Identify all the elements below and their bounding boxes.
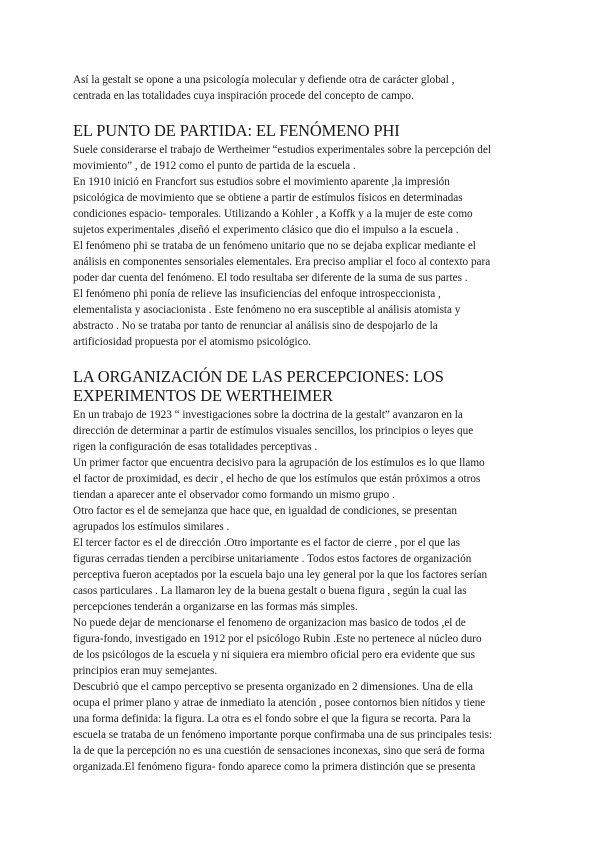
text-line: abstracto . No se trataba por tanto de renunciar al análisis sino de despojarlo de la <box>73 320 438 332</box>
section-heading-organizacion <box>73 367 543 405</box>
text-line: El fenómeno phi se trataba de un fenómeno unitario que no se dejaba explicar mediante el <box>73 240 476 252</box>
text-line: una forma definida: la figura. La otra es el fondo sobre el que la figura se recorta. Para la <box>73 713 471 725</box>
text-line: No puede dejar de mencionarse el fenomeno de organizacion mas basico de todos ,el de <box>73 617 466 629</box>
text-line: ocupa el primer plano y atrae de inmediato la atención , posee contornos bien nítidos y tiene <box>73 697 486 709</box>
text-line: rigen la configuración de esas totalidades perceptivas . <box>73 441 318 453</box>
text-line: agrupados los estímulos similares . <box>73 521 230 533</box>
text-line: dirección de determinar a partir de estímulos visuales sencillos, los principios o leyes que <box>73 425 474 437</box>
section-body-punto-de-partida <box>73 142 533 350</box>
text-line: psicológica de movimiento que se obtiene a partir de estímulos físicos en determinadas <box>73 192 463 204</box>
text-line: Otro factor es el de semejanza que hace que, en igualdad de condiciones, se presentan <box>73 505 457 517</box>
heading-line: LA ORGANIZACIÓN DE LAS PERCEPCIONES: LOS <box>73 367 444 386</box>
text-line: movimiento” , de 1912 como el punto de partida de la escuela . <box>73 160 356 172</box>
text-line: Así la gestalt se opone a una psicología molecular y defiende otra de carácter global , <box>73 74 455 86</box>
text-line: la de que la percepción no es una cuestión de sensaciones inconexas, sino que será de forma <box>73 745 485 757</box>
text-line: principios eran muy semejantes. <box>73 665 218 677</box>
text-line: condiciones espacio- temporales. Utilizando a Kohler , a Koffk y a la mujer de este como <box>73 208 473 220</box>
section-body-organizacion <box>73 407 533 775</box>
text-line: artificiosidad propuesta por el atomismo psicológico. <box>73 336 311 348</box>
text-line: perceptiva fueron aceptados por la escuela bajo una ley general por la que los factores serían <box>73 569 488 581</box>
text-line: organizada.El fenómeno figura- fondo aparece como la primera distinción que se presenta <box>73 761 476 773</box>
text-line: Descubrió que el campo perceptivo se presenta organizado en 2 dimensiones. Una de ella <box>73 681 473 693</box>
text-line: Suele considerarse el trabajo de Wertheimer “estudios experimentales sobre la percepción del <box>73 144 491 156</box>
text-line: elementalista y asociacionista . Este fenómeno no era susceptible al análisis atomista y <box>73 304 461 316</box>
text-line: análisis en componentes sensoriales elementales. Era preciso ampliar el foco al contexto para <box>73 256 491 268</box>
text-line: Un primer factor que encuentra decisivo para la agrupación de los estímulos es lo que llamo <box>73 457 485 469</box>
text-line: sujetos experimentales ,diseñó el experimento clásico que dio el impulso a la escuela . <box>73 224 459 236</box>
text-line: casos particulares . La llamaron ley de la buena gestalt o buena figura , según la cual las <box>73 585 467 597</box>
text-line: El tercer factor es el de dirección .Otro importante es el factor de cierre , por el que las <box>73 537 461 549</box>
text-line: de los psicólogos de la escuela y ni siquiera era miembro oficial pero era evidente que sus <box>73 649 475 661</box>
text-line: el factor de proximidad, es decir , el hecho de que los estímulos que están próximos a otros <box>73 473 481 485</box>
text-line: tiendan a aparecer ante el observador como formando un mismo grupo . <box>73 489 395 501</box>
text-line: poder dar cuenta del fenómeno. El todo resultaba ser diferente de la suma de sus partes . <box>73 272 468 284</box>
text-line: En 1910 inició en Francfort sus estudios sobre el movimiento aparente ,la impresión <box>73 176 450 188</box>
heading-line: EXPERIMENTOS DE WERTHEIMER <box>73 386 333 405</box>
text-line: escuela se trataba de un fenómeno importante porque confirmaba una de sus principales tesis: <box>73 729 493 741</box>
intro-paragraph <box>73 72 533 104</box>
text-line: El fenómeno phi ponía de relieve las insuficiencias del enfoque introspeccionista , <box>73 288 441 300</box>
section-heading-punto-de-partida: EL PUNTO DE PARTIDA: EL FENÓMENO PHI <box>73 121 400 140</box>
text-line: figura-fondo, investigado en 1912 por el psicólogo Rubin .Este no pertenece al núcleo duro <box>73 633 482 645</box>
text-line: centrada en las totalidades cuya inspiración procede del concepto de campo. <box>73 90 414 102</box>
text-line: percepciones tenderán a organizarse en las formas más simples. <box>73 601 358 613</box>
text-line: En un trabajo de 1923 “ investigaciones sobre la doctrina de la gestalt” avanzaron en la <box>73 409 463 421</box>
text-line: figuras cerradas tienden a percibirse unitariamente . Todos estos factores de organización <box>73 553 472 565</box>
